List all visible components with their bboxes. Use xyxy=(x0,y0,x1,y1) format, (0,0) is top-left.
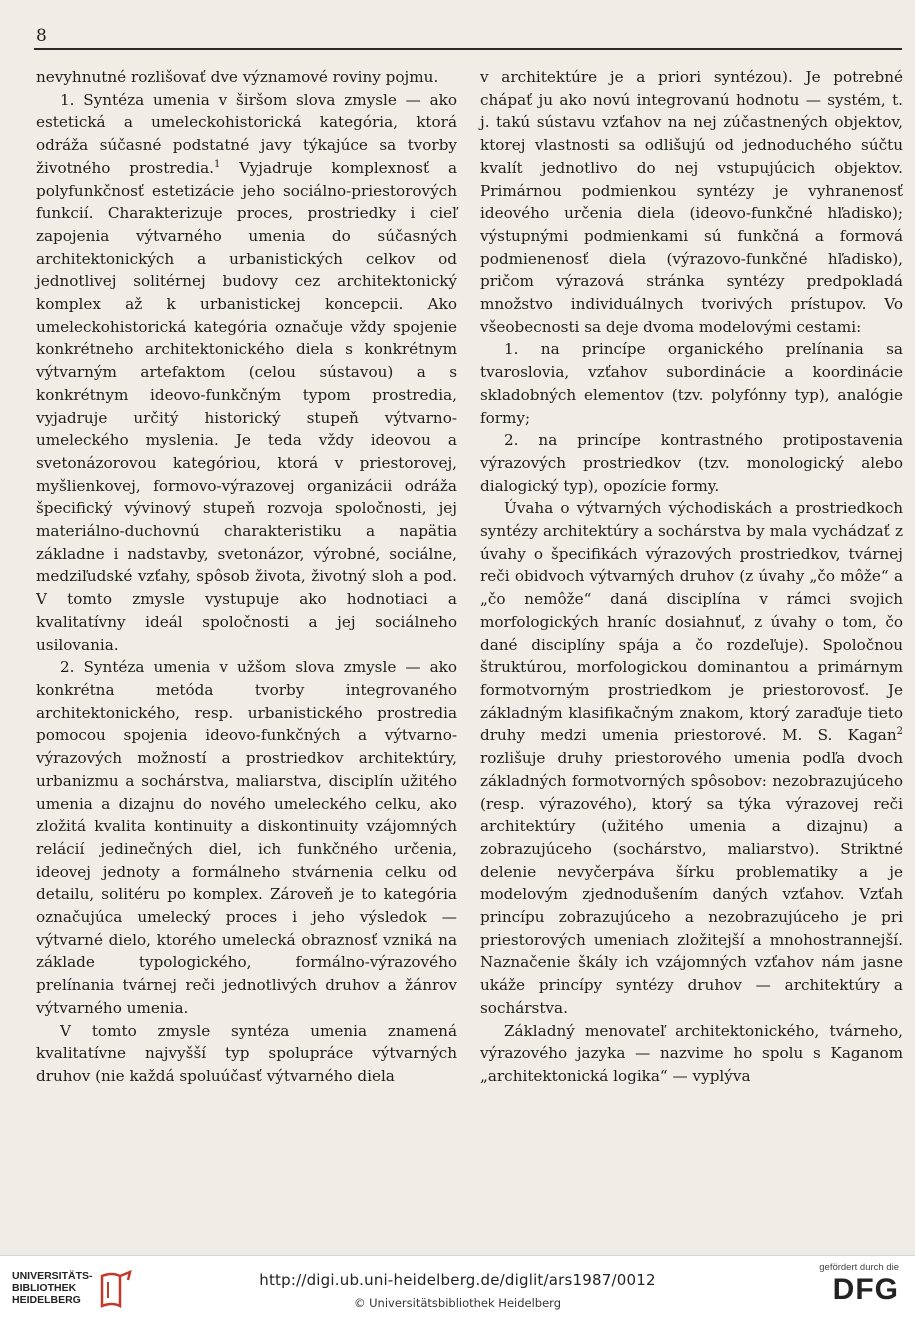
library-name: UNIVERSITÄTS- BIBLIOTHEK HEIDELBERG xyxy=(12,1270,93,1306)
left-column xyxy=(36,66,457,1088)
right-column xyxy=(480,66,903,1088)
paragraph: 2. Syntéza umenia v užšom slova zmysle — ako konkrétna metóda tvorby integrovaného architektonického, resp. urbanistického prostredia pomocou spojenia ideovo-funkčných a výtvarno-výrazových možností a prostriedkov architektúry, urbanizmu a sochárstva, maliarstva, disciplín užitého umenia a dizajnu do nového umeleckého celku, ako zložitá kvalita kontinuity a diskontinuity vzájomných relácií jedinečných diel, ich funkčného určenia, ideovej jednoty a formálneho stvárnenia celku od detailu, solitéru po komplex. Zároveň je to kategória označujúca umelecký proces i jeho výsledok — výtvarné dielo, ktorého umelecká obraznosť vzniká na základe typologického, formálno-výrazového prelínania tvárnej reči jednotlivých druhov a žánrov výtvarného umenia. xyxy=(36,658,457,1017)
list-item: 1. na princípe organického prelínania sa tvaroslovia, vzťahov subordinácie a koordinácie skladobných elementov (tzv. polyfónny typ), analógie formy; xyxy=(480,340,903,427)
paragraph-text: Úvaha o výtvarných východiskách a prostriedkoch syntézy architektúry a sochárstva by mala vychádzať z úvahy o špecifikách výrazových prostriedkov, tvárnej reči obidvoch výtvarných druhov (z úvahy „čo môže“ a „čo nemôže“ daná disciplína v rámci svojich morfologických hraníc dosiahnuť, z úvahy o tom, čo dané disciplíny spája a čo rozdeľuje). Spoločnou štruktúrou, morfologickou dominantou a primárnym formotvorným prostriedkom je priestorovosť. Je základným klasifikačným znakom, ktorý zaraďuje tieto druhy medzi umenia priestorové. M. S. Kagan xyxy=(480,499,903,745)
dfg-wordmark: DFG xyxy=(832,1273,899,1306)
dfg-caption: gefördert durch die xyxy=(819,1262,899,1273)
footnote-reference[interactable]: 1 xyxy=(214,158,221,170)
header-rule xyxy=(34,48,902,50)
paragraph-text: 1. Syntéza umenia v širšom slova zmysle — ako estetická a umeleckohistorická kategória, ktorá odráža súčasné podstatné javy týkajúce sa tvorby životného prostredia. xyxy=(36,90,457,177)
footnote-reference[interactable]: 2 xyxy=(896,726,903,738)
dfg-logo[interactable] xyxy=(809,1262,899,1316)
paragraph: Základný menovateľ architektonického, tvárneho, výrazového jazyka — nazvime ho spolu s Kaganom „architektonická logika“ — vyplýva xyxy=(480,1021,903,1085)
paragraph xyxy=(480,497,903,1019)
copyright-notice: © Universitätsbibliothek Heidelberg xyxy=(353,1296,561,1310)
viewer-footer xyxy=(0,1255,915,1322)
permalink-url[interactable]: http://digi.ub.uni-heidelberg.de/diglit/ars1987/0012 xyxy=(259,1271,656,1289)
paragraph xyxy=(36,89,457,657)
paragraph-text: Vyjadruje komplexnosť a polyfunkčnosť estetizácie jeho sociálno-priestorových funkcií. Charakterizuje proces, prostriedky i cieľ zapojenia výtvarného umenia do súčasných architektonických a urbanistických celkov od jednotlivej solitérnej budovy cez architektonický komplex až k urbanistickej koncepcii. Ako umeleckohistorická kategória označuje vždy spojenie konkrétneho architektonického diela s konkrétnym výtvarným artefaktom (celou sústavou) a s konkrétnym ideovo-funkčným typom prostredia, vyjadruje určitý historický stupeň výtvarno-umeleckého myslenia. Je teda vždy ideovou a svetonázorovou kategóriou, ktorá v priestorovej, myšlienkovej, formovo-výrazovej organizácii odráža špecifický vývinový stupeň rozvoja spoločnosti, jej materiálno-duchovnú charakteristiku a napätia základne i nadstavby, svetonázor, výrobné, sociálne, medziľudské vzťahy, spôsob života, životný sloh a pod. V tomto zmysle vystupuje ako hodnotiaci a kvalitatívny ideál spoločnosti a jej sociálneho usilovania. xyxy=(36,158,457,654)
list-item: 2. na princípe kontrastného protipostavenia výrazových prostriedkov (tzv. monologický alebo dialogický typ), opozície formy. xyxy=(480,431,903,495)
paragraph: V tomto zmysle syntéza umenia znamená kvalitatívne najvyšší typ spolupráce výtvarných druhov (nie každá spoluúčasť výtvarného diela xyxy=(36,1021,457,1085)
paragraph-text: rozlišuje druhy priestorového umenia podľa dvoch základných formotvorných spôsobov: nezobrazujúceho (resp. výrazového), ktorý sa týka výrazovej reči architektúry (užitého umenia a dizajnu) a zobrazujúceho (sochárstvo, maliarstvo). Striktné delenie nevyčerpáva šírku problematiky a je modelovým zjednodušením daných vzťahov. Vzťah princípu zobrazujúceho a nezobrazujúceho je pri priestorových umeniach zložitejší a mnohostrannejší. Naznačenie škály ich vzájomných vzťahov nám jasne ukáže princípy syntézy druhov — architektúry a sochárstva. xyxy=(480,749,903,1017)
page-number: 8 xyxy=(36,26,47,46)
paragraph: nevyhnutné rozlišovať dve významové roviny pojmu. xyxy=(36,68,439,86)
paragraph: v architektúre je a priori syntézou). Je potrebné chápať ju ako novú integrovanú hodnotu — systém, t. j. takú sústavu vzťahov na nej zúčastnených objektov, ktorej vlastnosti sa odlišujú od jednoduchého súčtu kvalít jednotlivo do nej vstupujúcich objektov. Primárnou podmienkou syntézy je vyhranenosť ideového určenia diela (ideovo-funkčné hľadisko); výstupnými podmienkami sú funkčná a formová podmienenosť diela (výrazovo-funkčné hľadisko), pričom výrazová stránka syntézy predpokladá množstvo individuálnych tvorivých prístupov. Vo všeobecnosti sa deje dvoma modelovými cestami: xyxy=(480,68,903,336)
